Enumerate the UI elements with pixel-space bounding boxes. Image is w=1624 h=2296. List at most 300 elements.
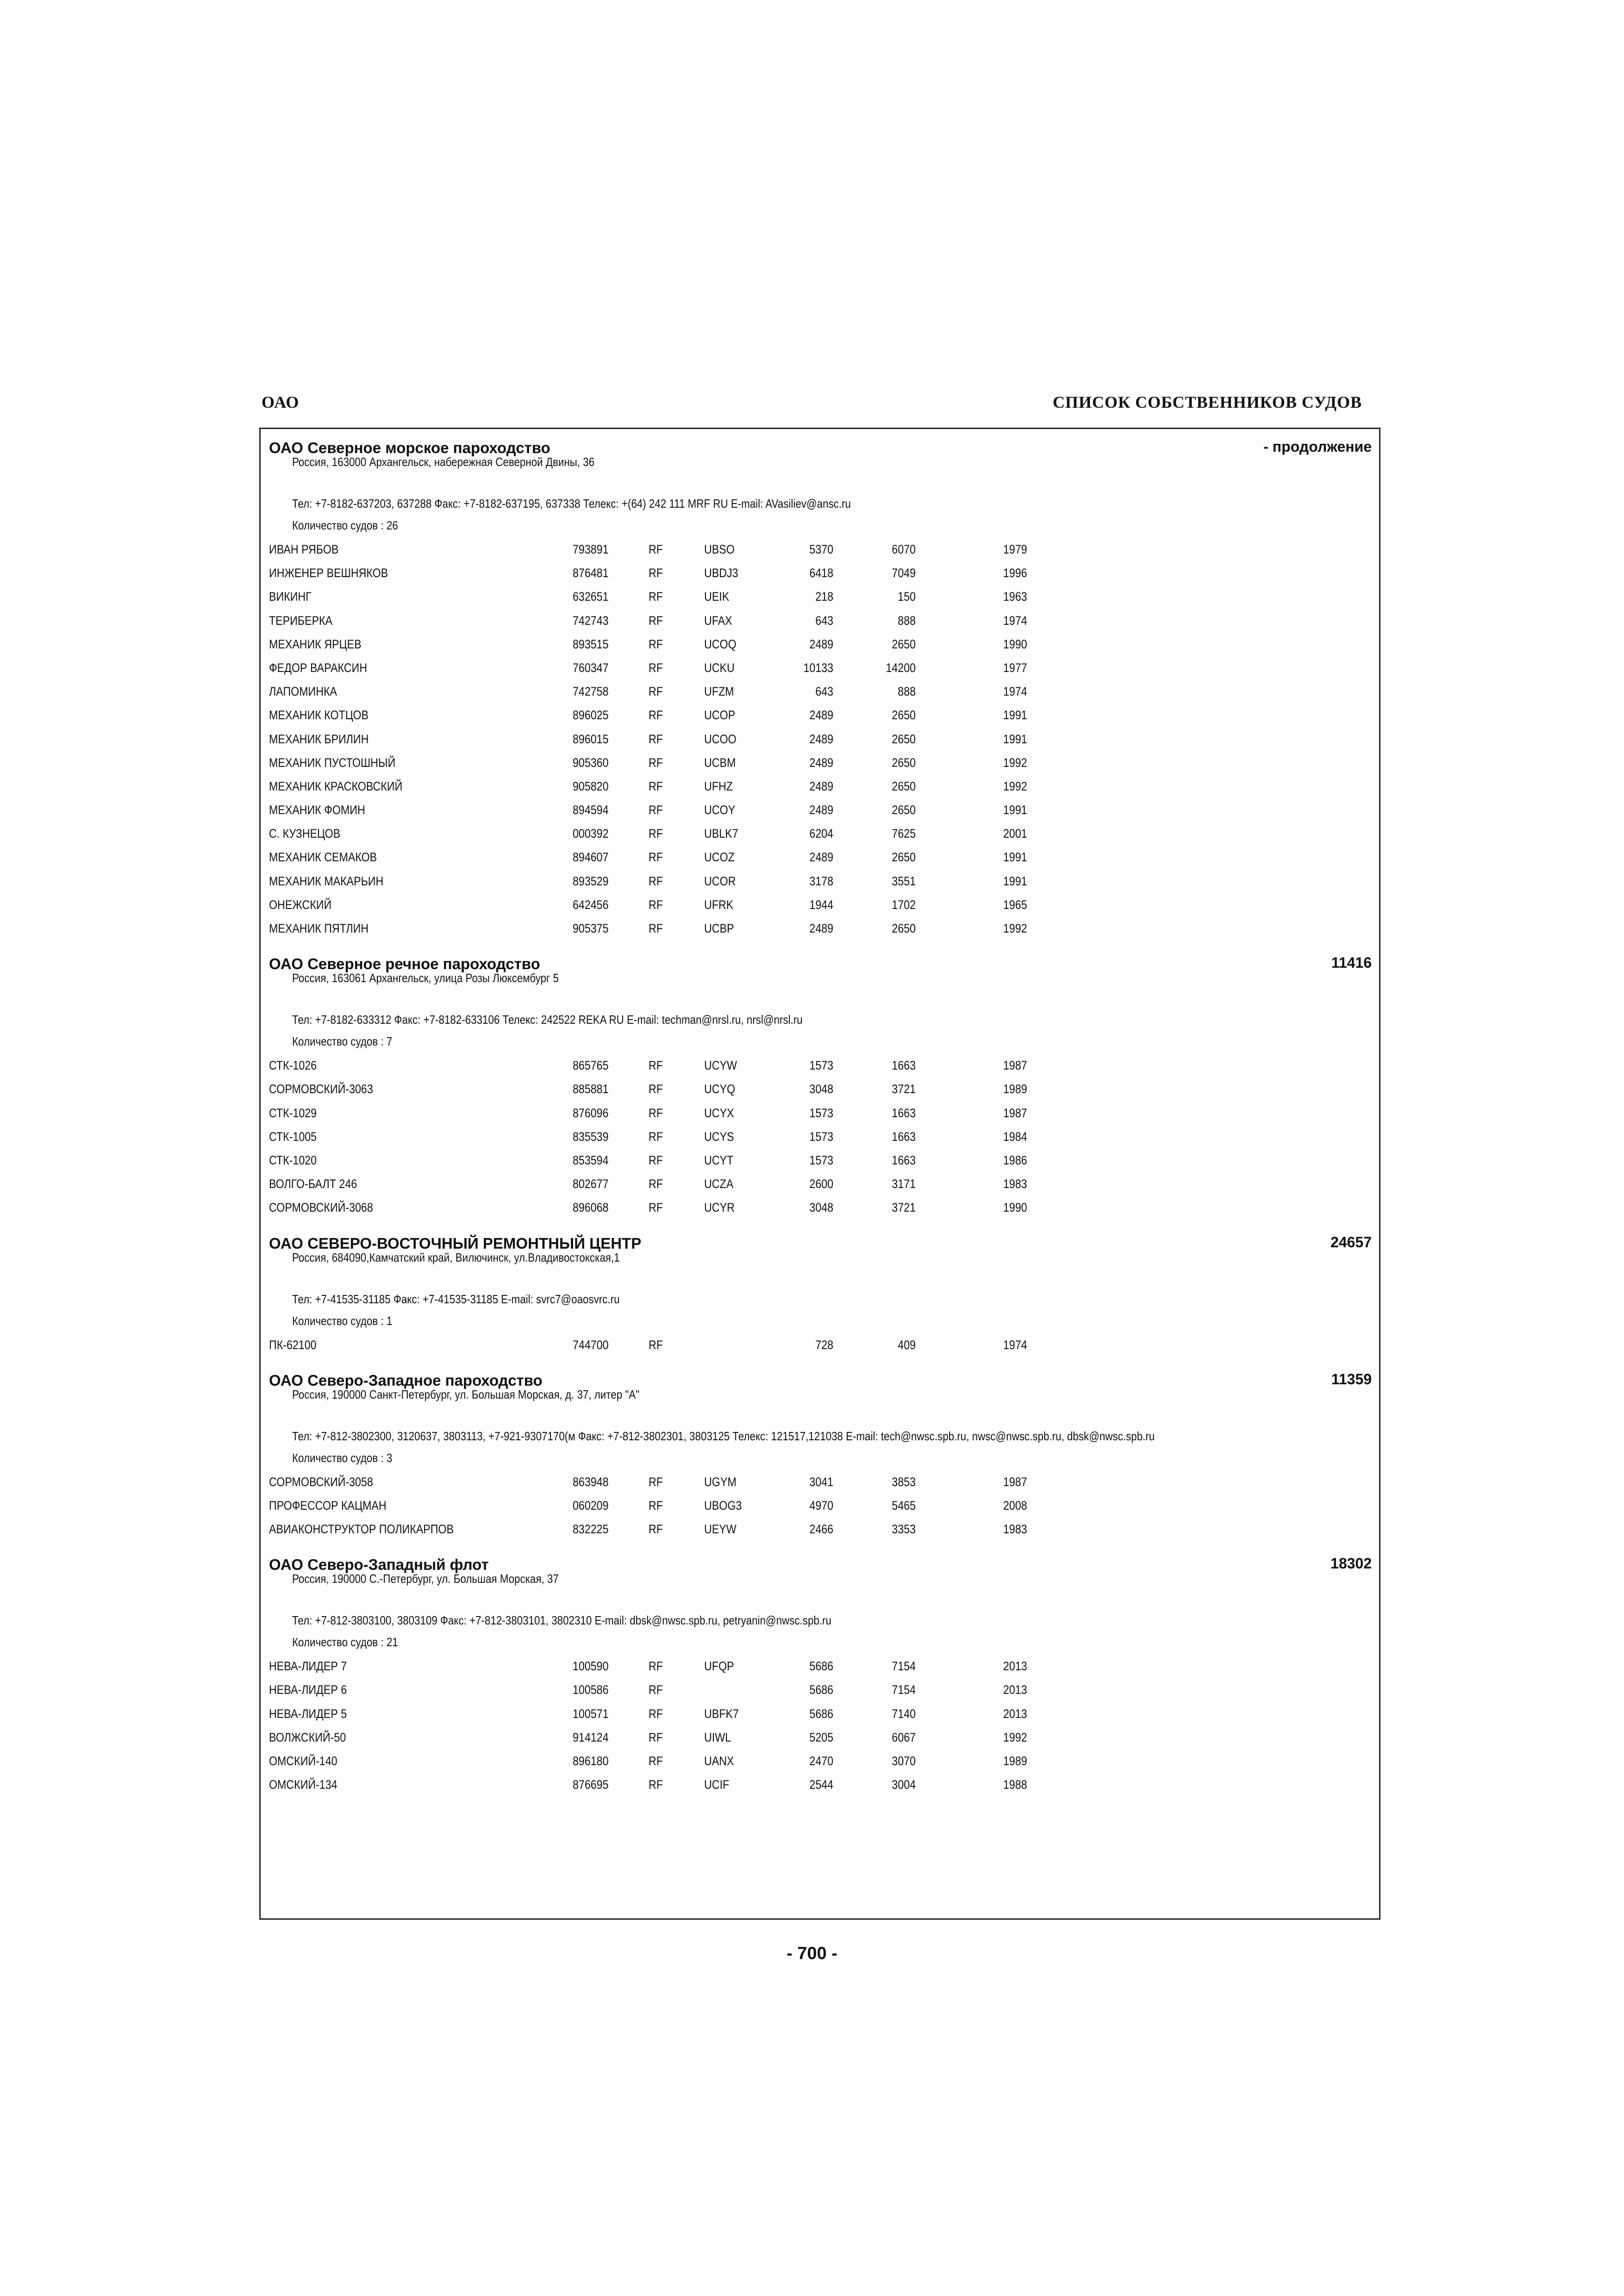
vessel-dwt: 1663 (892, 1106, 916, 1120)
vessel-imo: 896015 (573, 732, 609, 746)
vessel-callsign: UBDJ3 (704, 566, 738, 580)
vessel-year: 2001 (1003, 827, 1027, 841)
vessel-gt: 5686 (809, 1706, 833, 1721)
vessel-gt: 3048 (809, 1082, 833, 1096)
vessel-gt: 5370 (809, 542, 833, 556)
vessel-dwt: 6067 (892, 1730, 916, 1744)
vessel-dwt: 2650 (892, 637, 916, 651)
vessel-flag: RF (649, 850, 663, 865)
vessel-callsign: UBOG3 (704, 1498, 742, 1512)
vessel-callsign: UCOY (704, 803, 736, 817)
vessel-imo: 060209 (573, 1498, 609, 1512)
company-contacts: Тел: +7-8182-633312 Факс: +7-8182-633106 Телекс: 242522 REKA RU E-mail: techman@nrsl.ru, nrsl@nrsl.ru (292, 1013, 803, 1027)
vessel-year: 1965 (1003, 897, 1027, 912)
vessel-dwt: 14200 (886, 660, 916, 675)
vessel-gt: 728 (815, 1338, 833, 1352)
vessel-dwt: 7049 (892, 566, 916, 580)
vessel-dwt: 1663 (892, 1058, 916, 1073)
vessel-dwt: 3171 (892, 1177, 916, 1191)
vessel-name: СТК-1005 (269, 1129, 317, 1144)
vessel-flag: RF (649, 921, 663, 935)
vessel-row (261, 656, 1379, 680)
vessel-dwt: 3721 (892, 1201, 916, 1215)
vessel-dwt: 3721 (892, 1082, 916, 1096)
vessel-gt: 6204 (809, 827, 833, 841)
company-contacts: Тел: +7-812-3803100, 3803109 Факс: +7-812-3803101, 3802310 E-mail: dbsk@nwsc.spb.ru, petryanin@nwsc.spb.ru (292, 1613, 831, 1628)
vessel-row (261, 1655, 1379, 1678)
vessel-gt: 2489 (809, 803, 833, 817)
company-name: ОАО Северное речное пароходство (269, 955, 540, 973)
company-header (261, 1546, 1379, 1574)
vessel-name: МЕХАНИК ФОМИН (269, 803, 365, 817)
vessel-dwt: 1663 (892, 1153, 916, 1167)
vessel-flag: RF (649, 1706, 663, 1721)
vessel-dwt: 7625 (892, 827, 916, 841)
vessel-name: СОРМОВСКИЙ-3063 (269, 1082, 373, 1096)
vessel-dwt: 2650 (892, 732, 916, 746)
vessel-count: Количество судов : 21 (292, 1635, 398, 1649)
vessel-gt: 2470 (809, 1754, 833, 1768)
vessel-row (261, 1470, 1379, 1494)
vessel-flag: RF (649, 1730, 663, 1744)
vessel-gt: 2489 (809, 755, 833, 770)
vessel-year: 1989 (1003, 1082, 1027, 1096)
vessel-year: 2013 (1003, 1683, 1027, 1697)
vessel-imo: 632651 (573, 590, 609, 604)
vessel-year: 1992 (1003, 1730, 1027, 1744)
vessel-year: 2008 (1003, 1498, 1027, 1512)
vessel-dwt: 3551 (892, 874, 916, 888)
vessel-row (261, 585, 1379, 609)
vessel-gt: 1573 (809, 1106, 833, 1120)
vessel-name: МЕХАНИК БРИЛИН (269, 732, 369, 746)
vessel-gt: 2489 (809, 779, 833, 793)
vessel-count: Количество судов : 7 (292, 1034, 393, 1049)
vessel-imo: 905820 (573, 779, 609, 793)
vessel-dwt: 888 (898, 613, 916, 628)
vessel-row (261, 775, 1379, 798)
vessel-flag: RF (649, 1129, 663, 1144)
vessel-year: 1987 (1003, 1058, 1027, 1073)
vessel-year: 1987 (1003, 1475, 1027, 1489)
vessel-flag: RF (649, 1475, 663, 1489)
vessel-callsign: UBLK7 (704, 827, 738, 841)
vessel-year: 1990 (1003, 637, 1027, 651)
company-name: ОАО Северо-Западное пароходство (269, 1371, 543, 1389)
vessel-dwt: 409 (898, 1338, 916, 1352)
vessel-gt: 1944 (809, 897, 833, 912)
vessel-flag: RF (649, 1106, 663, 1120)
vessel-year: 1991 (1003, 803, 1027, 817)
page-number: - 700 - (787, 1944, 837, 1963)
vessel-name: НЕВА-ЛИДЕР 7 (269, 1659, 347, 1674)
vessel-flag: RF (649, 684, 663, 699)
vessel-year: 1990 (1003, 1201, 1027, 1215)
vessel-gt: 2466 (809, 1522, 833, 1537)
vessel-callsign: UCOP (704, 708, 736, 722)
vessel-year: 1974 (1003, 613, 1027, 628)
vessel-count: Количество судов : 1 (292, 1313, 393, 1328)
vessel-gt: 2489 (809, 732, 833, 746)
vessel-dwt: 150 (898, 590, 916, 604)
vessel-imo: 896180 (573, 1754, 609, 1768)
vessel-row (261, 1054, 1379, 1077)
vessel-name: ОНЕЖСКИЙ (269, 897, 332, 912)
vessel-gt: 2600 (809, 1177, 833, 1191)
vessel-flag: RF (649, 1201, 663, 1215)
vessel-imo: 894607 (573, 850, 609, 865)
vessel-name: СТК-1026 (269, 1058, 317, 1073)
vessel-flag: RF (649, 1082, 663, 1096)
company-block (261, 1362, 1379, 1546)
vessel-year: 1983 (1003, 1522, 1027, 1537)
vessel-callsign: UCYR (704, 1201, 735, 1215)
company-header (261, 945, 1379, 973)
vessel-name: СТК-1029 (269, 1106, 317, 1120)
vessel-imo: 100571 (573, 1706, 609, 1721)
company-address: Россия, 163000 Архангельск, набережная Северной Двины, 36 (292, 455, 595, 469)
vessel-name: МЕХАНИК ПЯТЛИН (269, 921, 369, 935)
vessel-name: ОМСКИЙ-134 (269, 1778, 337, 1792)
vessel-gt: 6418 (809, 566, 833, 580)
vessel-callsign: UFHZ (704, 779, 733, 793)
vessel-gt: 2489 (809, 708, 833, 722)
vessel-dwt: 3353 (892, 1522, 916, 1537)
vessel-name: СОРМОВСКИЙ-3058 (269, 1475, 373, 1489)
vessel-callsign: UCOR (704, 874, 736, 888)
vessel-gt: 643 (815, 684, 833, 699)
vessel-callsign: UCYT (704, 1153, 734, 1167)
vessel-row (261, 609, 1379, 633)
vessel-gt: 1573 (809, 1153, 833, 1167)
company-name: ОАО СЕВЕРО-ВОСТОЧНЫЙ РЕМОНТНЫЙ ЦЕНТР (269, 1234, 642, 1252)
vessel-year: 1979 (1003, 542, 1027, 556)
vessel-row (261, 1749, 1379, 1773)
vessel-dwt: 2650 (892, 803, 916, 817)
vessel-row (261, 893, 1379, 917)
vessel-gt: 5205 (809, 1730, 833, 1744)
vessel-imo: 876096 (573, 1106, 609, 1120)
vessel-imo: 865765 (573, 1058, 609, 1073)
vessel-name: МЕХАНИК КОТЦОВ (269, 708, 369, 722)
vessel-flag: RF (649, 566, 663, 580)
company-name: ОАО Северо-Западный флот (269, 1556, 489, 1574)
vessel-flag: RF (649, 1338, 663, 1352)
company-address: Россия, 684090,Камчатский край, Вилючинск, ул.Владивостокская,1 (292, 1250, 620, 1264)
vessel-dwt: 2650 (892, 850, 916, 865)
directory-frame (259, 428, 1380, 1920)
vessel-gt: 10133 (803, 660, 833, 675)
vessel-row (261, 1518, 1379, 1541)
vessel-name: ВИКИНГ (269, 590, 312, 604)
vessel-callsign: UEYW (704, 1522, 737, 1537)
vessel-dwt: 3853 (892, 1475, 916, 1489)
vessel-dwt: 888 (898, 684, 916, 699)
vessel-imo: 885881 (573, 1082, 609, 1096)
vessel-imo: 832225 (573, 1522, 609, 1537)
vessel-flag: RF (649, 897, 663, 912)
vessel-name: ИВАН РЯБОВ (269, 542, 339, 556)
vessel-callsign: UCBM (704, 755, 736, 770)
company-code: 11359 (1331, 1370, 1372, 1388)
vessel-flag: RF (649, 827, 663, 841)
vessel-flag: RF (649, 708, 663, 722)
vessel-imo: 100590 (573, 1659, 609, 1674)
vessel-name: МЕХАНИК СЕМАКОВ (269, 850, 377, 865)
vessel-gt: 1573 (809, 1129, 833, 1144)
company-block (261, 429, 1379, 945)
company-code: 11416 (1331, 954, 1372, 971)
vessel-imo: 896025 (573, 708, 609, 722)
vessel-name: МЕХАНИК МАКАРЬИН (269, 874, 384, 888)
running-header-right: СПИСОК СОБСТВЕННИКОВ СУДОВ (1052, 393, 1362, 411)
vessel-callsign: UCOQ (704, 637, 737, 651)
vessel-flag: RF (649, 1058, 663, 1073)
vessel-gt: 2489 (809, 637, 833, 651)
vessel-flag: RF (649, 1177, 663, 1191)
vessel-dwt: 3070 (892, 1754, 916, 1768)
vessel-name: ЛАПОМИНКА (269, 684, 337, 699)
vessel-flag: RF (649, 590, 663, 604)
vessel-flag: RF (649, 1683, 663, 1697)
vessel-flag: RF (649, 660, 663, 675)
vessel-imo: 802677 (573, 1177, 609, 1191)
vessel-row (261, 1172, 1379, 1196)
company-address: Россия, 190000 Санкт-Петербург, ул. Большая Морская, д. 37, литер "А" (292, 1387, 640, 1401)
vessel-gt: 2544 (809, 1778, 833, 1792)
vessel-imo: 896068 (573, 1201, 609, 1215)
vessel-gt: 4970 (809, 1498, 833, 1512)
vessel-row (261, 538, 1379, 561)
vessel-imo: 893515 (573, 637, 609, 651)
vessel-gt: 5686 (809, 1683, 833, 1697)
vessel-row (261, 728, 1379, 751)
vessel-year: 1977 (1003, 660, 1027, 675)
vessel-imo: 894594 (573, 803, 609, 817)
vessel-imo: 876695 (573, 1778, 609, 1792)
vessel-flag: RF (649, 1498, 663, 1512)
vessel-imo: 835539 (573, 1129, 609, 1144)
company-header (261, 429, 1379, 456)
vessel-year: 2013 (1003, 1659, 1027, 1674)
vessel-flag: RF (649, 1754, 663, 1768)
vessel-row (261, 751, 1379, 775)
vessel-dwt: 7154 (892, 1683, 916, 1697)
vessel-name: НЕВА-ЛИДЕР 6 (269, 1683, 347, 1697)
vessel-count: Количество судов : 3 (292, 1450, 393, 1465)
vessel-callsign: UFAX (704, 613, 732, 628)
vessel-year: 1974 (1003, 1338, 1027, 1352)
vessel-dwt: 5465 (892, 1498, 916, 1512)
vessel-callsign: UCKU (704, 660, 735, 675)
vessel-year: 1988 (1003, 1778, 1027, 1792)
vessel-callsign: UCBP (704, 921, 734, 935)
vessel-flag: RF (649, 1153, 663, 1167)
vessel-callsign: UEIK (704, 590, 730, 604)
vessel-row (261, 798, 1379, 822)
vessel-name: МЕХАНИК КРАСКОВСКИЙ (269, 779, 403, 793)
vessel-name: ВОЛГО-БАЛТ 246 (269, 1177, 357, 1191)
running-header-left: ОАО (262, 393, 300, 411)
vessel-dwt: 2650 (892, 921, 916, 935)
vessel-name: МЕХАНИК ПУСТОШНЫЙ (269, 755, 396, 770)
vessel-name: СТК-1020 (269, 1153, 317, 1167)
vessel-imo: 742758 (573, 684, 609, 699)
vessel-year: 1992 (1003, 755, 1027, 770)
vessel-row (261, 1726, 1379, 1749)
vessel-callsign: UCYX (704, 1106, 734, 1120)
company-block (261, 945, 1379, 1224)
vessel-imo: 853594 (573, 1153, 609, 1167)
vessel-year: 1991 (1003, 874, 1027, 888)
vessel-gt: 2489 (809, 921, 833, 935)
company-block (261, 1546, 1379, 1801)
vessel-row (261, 1077, 1379, 1101)
company-contacts: Тел: +7-812-3802300, 3120637, 3803113, +7-921-9307170(м Факс: +7-812-3802301, 3803125 Телекс: 121517,121038 E-mail: tech@nwsc.spb.ru, nwsc@nwsc.spb.ru, dbsk@nwsc.spb.ru (292, 1429, 1155, 1443)
vessel-year: 1983 (1003, 1177, 1027, 1191)
vessel-name: ПРОФЕССОР КАЦМАН (269, 1498, 387, 1512)
vessel-callsign: UFRK (704, 897, 734, 912)
vessel-year: 1987 (1003, 1106, 1027, 1120)
vessel-imo: 100586 (573, 1683, 609, 1697)
vessel-row (261, 680, 1379, 703)
vessel-row (261, 1702, 1379, 1726)
vessel-gt: 2489 (809, 850, 833, 865)
vessel-row (261, 1125, 1379, 1149)
vessel-name: ВОЛЖСКИЙ-50 (269, 1730, 346, 1744)
company-header (261, 1225, 1379, 1252)
vessel-year: 1991 (1003, 708, 1027, 722)
vessel-imo: 905375 (573, 921, 609, 935)
company-address: Россия, 163061 Архангельск, улица Розы Люксембург 5 (292, 971, 559, 985)
vessel-row (261, 870, 1379, 893)
company-code: - продолжение (1263, 438, 1372, 455)
vessel-name: НЕВА-ЛИДЕР 5 (269, 1706, 347, 1721)
vessel-flag: RF (649, 803, 663, 817)
vessel-imo: 642456 (573, 897, 609, 912)
vessel-flag: RF (649, 637, 663, 651)
vessel-dwt: 7154 (892, 1659, 916, 1674)
vessel-year: 1996 (1003, 566, 1027, 580)
vessel-name: МЕХАНИК ЯРЦЕВ (269, 637, 362, 651)
company-address: Россия, 190000 С.-Петербург, ул. Большая Морская, 37 (292, 1572, 559, 1586)
vessel-callsign: UCIF (704, 1778, 730, 1792)
vessel-name: ИНЖЕНЕР ВЕШНЯКОВ (269, 566, 388, 580)
vessel-imo: 793891 (573, 542, 609, 556)
vessel-imo: 914124 (573, 1730, 609, 1744)
vessel-year: 1989 (1003, 1754, 1027, 1768)
vessel-imo: 744700 (573, 1338, 609, 1352)
company-code: 18302 (1330, 1555, 1372, 1572)
vessel-callsign: UBSO (704, 542, 735, 556)
vessel-dwt: 7140 (892, 1706, 916, 1721)
vessel-row (261, 1333, 1379, 1357)
vessel-flag: RF (649, 1659, 663, 1674)
vessel-callsign: UCYW (704, 1058, 737, 1073)
vessel-name: АВИАКОНСТРУКТОР ПОЛИКАРПОВ (269, 1522, 454, 1537)
vessel-row (261, 1494, 1379, 1518)
vessel-year: 1974 (1003, 684, 1027, 699)
vessel-name: С. КУЗНЕЦОВ (269, 827, 341, 841)
vessel-dwt: 1702 (892, 897, 916, 912)
vessel-dwt: 2650 (892, 708, 916, 722)
vessel-flag: RF (649, 874, 663, 888)
vessel-year: 1986 (1003, 1153, 1027, 1167)
vessel-year: 1991 (1003, 850, 1027, 865)
vessel-year: 2013 (1003, 1706, 1027, 1721)
company-contacts: Тел: +7-8182-637203, 637288 Факс: +7-8182-637195, 637338 Телекс: +(64) 242 111 MRF RU E-mail: AVasiliev@ansc.ru (292, 497, 851, 510)
vessel-flag: RF (649, 755, 663, 770)
vessel-callsign: UCYQ (704, 1082, 736, 1096)
vessel-imo: 863948 (573, 1475, 609, 1489)
vessel-row (261, 1678, 1379, 1702)
vessel-year: 1992 (1003, 921, 1027, 935)
vessel-name: СОРМОВСКИЙ-3068 (269, 1201, 373, 1215)
vessel-year: 1991 (1003, 732, 1027, 746)
company-block (261, 1225, 1379, 1362)
vessel-year: 1984 (1003, 1129, 1027, 1144)
vessel-name: ОМСКИЙ-140 (269, 1754, 337, 1768)
vessel-gt: 1573 (809, 1058, 833, 1073)
company-header (261, 1362, 1379, 1389)
vessel-callsign: UANX (704, 1754, 734, 1768)
vessel-imo: 000392 (573, 827, 609, 841)
vessel-imo: 893529 (573, 874, 609, 888)
vessel-imo: 742743 (573, 613, 609, 628)
vessel-dwt: 6070 (892, 542, 916, 556)
vessel-gt: 218 (815, 590, 833, 604)
vessel-dwt: 1663 (892, 1129, 916, 1144)
vessel-name: ТЕРИБЕРКА (269, 613, 333, 628)
vessel-flag: RF (649, 779, 663, 793)
vessel-callsign: UBFK7 (704, 1706, 739, 1721)
vessel-imo: 760347 (573, 660, 609, 675)
vessel-callsign: UGYM (704, 1475, 737, 1489)
vessel-row (261, 1101, 1379, 1125)
vessel-callsign: UCOZ (704, 850, 735, 865)
vessel-row (261, 822, 1379, 846)
vessel-row (261, 1149, 1379, 1172)
vessel-name: ФЕДОР ВАРАКСИН (269, 660, 367, 675)
vessel-dwt: 2650 (892, 779, 916, 793)
vessel-gt: 643 (815, 613, 833, 628)
vessel-gt: 5686 (809, 1659, 833, 1674)
vessel-callsign: UFZM (704, 684, 734, 699)
vessel-row (261, 846, 1379, 869)
vessel-row (261, 633, 1379, 656)
vessel-callsign: UCYS (704, 1129, 734, 1144)
vessel-flag: RF (649, 1778, 663, 1792)
vessel-flag: RF (649, 613, 663, 628)
vessel-gt: 3048 (809, 1201, 833, 1215)
company-code: 24657 (1330, 1233, 1372, 1251)
vessel-name: ПК-62100 (269, 1338, 317, 1352)
vessel-callsign: UIWL (704, 1730, 731, 1744)
vessel-row (261, 1773, 1379, 1797)
vessel-count: Количество судов : 26 (292, 518, 398, 532)
vessel-row (261, 561, 1379, 585)
vessel-callsign: UCOO (704, 732, 737, 746)
vessel-callsign: UFQP (704, 1659, 734, 1674)
vessel-row (261, 917, 1379, 940)
vessel-gt: 3178 (809, 874, 833, 888)
vessel-imo: 876481 (573, 566, 609, 580)
vessel-dwt: 3004 (892, 1778, 916, 1792)
vessel-callsign: UCZA (704, 1177, 734, 1191)
vessel-year: 1963 (1003, 590, 1027, 604)
vessel-row (261, 1196, 1379, 1220)
vessel-year: 1992 (1003, 779, 1027, 793)
